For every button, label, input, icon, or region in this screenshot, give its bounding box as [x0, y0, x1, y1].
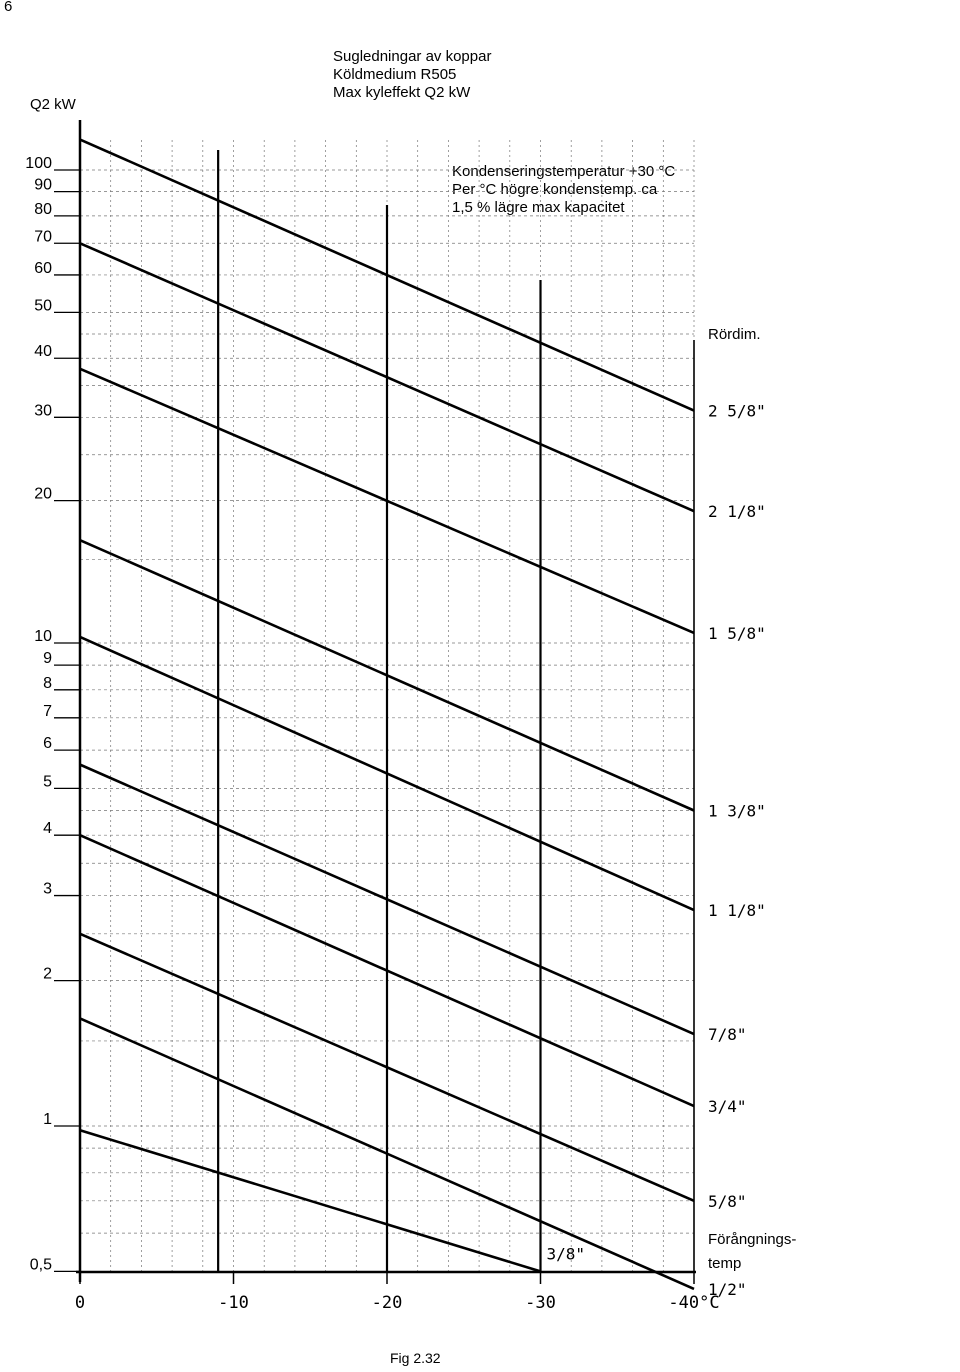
page-number: 6 — [4, 0, 13, 15]
pipe-label-5: 1 1/8" — [708, 901, 766, 921]
x-tick-label: -20 — [371, 1293, 403, 1313]
header-line-3: Max kyleffekt Q2 kW — [333, 84, 471, 101]
y-tick-label: 80 — [34, 200, 52, 218]
y-tick-label: 40 — [34, 343, 52, 361]
x-tick-label: -40°C — [668, 1293, 720, 1313]
pipe-label-3: 1 5/8" — [708, 623, 766, 643]
x-axis-label-line-2: temp — [708, 1255, 742, 1272]
pipe-label-2: 2 1/8" — [708, 502, 766, 522]
header-line-1: Sugledningar av koppar — [333, 48, 492, 65]
y-tick-label: 6 — [43, 735, 52, 753]
pipe-label-6: 7/8" — [708, 1025, 747, 1045]
y-tick-label: 60 — [34, 259, 52, 277]
note-line-3: 1,5 % lägre max kapacitet — [452, 199, 625, 216]
y-tick-label: 5 — [43, 773, 52, 791]
pipe-label-8: 5/8" — [708, 1191, 747, 1211]
y-tick-label: 9 — [43, 650, 52, 668]
y-tick-label: 7 — [43, 702, 52, 720]
pipe-label-7: 3/4" — [708, 1097, 747, 1117]
y-tick-label: 8 — [43, 674, 52, 692]
pipe-label-4: 1 3/8" — [708, 801, 766, 821]
note-line-1: Kondenseringstemperatur +30 °C — [452, 163, 676, 180]
x-tick-label: -10 — [218, 1293, 249, 1313]
y-tick-label: 70 — [34, 228, 52, 246]
y-tick-label: 2 — [43, 965, 52, 983]
pipe-label-10: 3/8" — [546, 1244, 586, 1264]
header-line-2: Köldmedium R505 — [333, 66, 457, 83]
y-tick-label: 50 — [34, 297, 52, 315]
y-axis-label: Q2 kW — [30, 96, 76, 113]
y-tick-label: 90 — [34, 176, 52, 194]
pipe-label-1: 2 5/8" — [708, 401, 766, 421]
y-tick-label: 30 — [34, 402, 52, 420]
x-tick-label: -30 — [525, 1293, 556, 1313]
y-tick-label: 0,5 — [29, 1256, 52, 1274]
figure-caption: Fig 2.32 — [390, 1350, 441, 1366]
y-tick-label: 1 — [43, 1111, 52, 1128]
pipe-label-9: 1/2" — [708, 1279, 747, 1299]
y-tick-label: 4 — [43, 820, 52, 838]
y-tick-label: 100 — [25, 155, 52, 172]
y-tick-label: 3 — [43, 880, 52, 898]
x-tick-label: 0 — [74, 1293, 86, 1313]
x-axis-label-line-1: Förångnings- — [708, 1231, 797, 1248]
note-line-2: Per °C högre kondenstemp. ca — [452, 181, 658, 198]
y-tick-label: 20 — [34, 485, 52, 503]
legend-title: Rördim. — [708, 326, 761, 343]
y-tick-label: 10 — [34, 628, 52, 645]
